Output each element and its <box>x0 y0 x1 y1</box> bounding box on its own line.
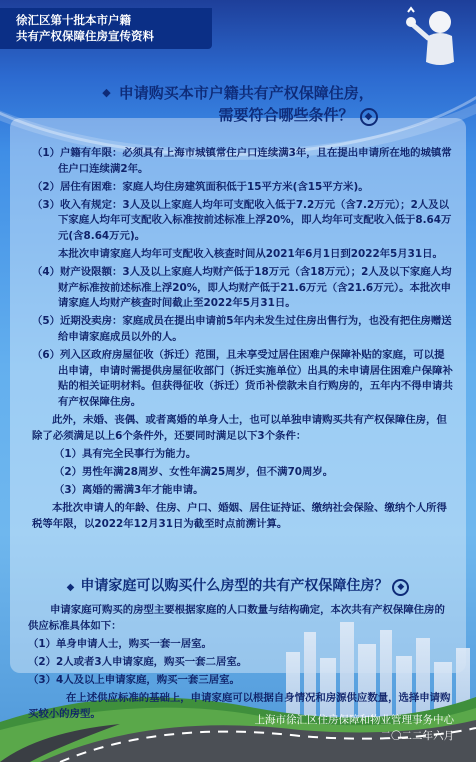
section1-closing: 本批次申请人的年龄、住房、户口、婚姻、居住证持证、缴纳社会保险、缴纳个人所得税等年限，以2022年12月31日为截至时点前溯计算。 <box>32 501 447 530</box>
diamond-icon: ◆ <box>66 582 75 593</box>
supply-item: （3）4人及以上申请家庭，购买一套三居室。 <box>28 673 240 686</box>
question-circle-icon: ◆ <box>392 579 409 596</box>
footer <box>255 712 455 744</box>
section1-title-line2: 需要符合哪些条件？ <box>218 106 354 124</box>
footer-org: 上海市徐汇区住房保障和物业管理事务中心 <box>254 714 454 726</box>
section1-title <box>0 82 476 126</box>
sub-condition-item: （1）具有完全民事行为能力。 <box>54 447 197 460</box>
section2-title <box>0 576 476 598</box>
condition-item: （5）近期没卖房：家庭成员在提出申请前5年内未发生过住房出售行为，也没有把住房赠送给申请家庭成员以外的人。 <box>32 315 452 344</box>
section2-closing: 在上述供应标准的基础上，申请家庭可以根据自身情况和房源供应数量，选择申请购买较小的房型。 <box>28 691 451 720</box>
section2-intro: 申请家庭可购买的房型主要根据家庭的人口数量与结构确定，本次共有产权保障住房的供应标准具体如下： <box>28 604 445 632</box>
section2-body <box>28 603 452 725</box>
section1-title-line1: 申请购买本市户籍共有产权保障住房， <box>118 84 374 102</box>
question-circle-icon: ◆ <box>360 108 378 126</box>
condition-item: （4）财产设限额：3人及以上家庭人均财产低于18万元（含18万元）；2人及以下家庭人均财产标准按前述标准上浮20%，即人均财产低于21.6万元（含21.6万元）。本批次申请家庭人均财产核查时间截止至2022年5月31日。 <box>32 266 452 310</box>
supply-item: （2）2人或者3人申请家庭，购买一套二居室。 <box>28 655 248 668</box>
mascot-figure-icon <box>398 4 468 74</box>
footer-date: 二〇二二年六月 <box>380 730 454 742</box>
header-banner <box>0 8 212 49</box>
header-line1: 徐汇区第十批本市户籍 <box>16 13 131 27</box>
sub-condition-item: （2）男性年满28周岁、女性年满25周岁，但不满70周岁。 <box>54 465 334 478</box>
diamond-icon: ◆ <box>102 86 111 99</box>
condition-item: （3）收入有规定：3人及以上家庭人均年可支配收入低于7.2万元（含7.2万元）；2人及以下家庭人均年可支配收入标准按前述标准上浮20%，即人均年可支配收入低于8.64万元(含8.64万元)。 <box>32 198 452 242</box>
header-line2: 共有产权保障住房宣传资料 <box>16 29 154 43</box>
single-applicant-note: 此外，未婚、丧偶、或者离婚的单身人士，也可以单独申请购买共有产权保障住房，但除了必须满足以上6个条件外，还要同时满足以下3个条件： <box>32 414 447 442</box>
condition-item: （2）居住有困难：家庭人均住房建筑面积低于15平方米(含15平方米)。 <box>32 180 369 193</box>
section1-body <box>32 146 454 535</box>
condition-note: 本批次申请家庭人均年可支配收入核查时间从2021年6月1日到2022年5月31日。 <box>58 248 443 261</box>
sub-condition-item: （3）离婚的需满3年才能申请。 <box>54 483 204 496</box>
condition-item: （1）户籍有年限：必须具有上海市城镇常住户口连续满3年，且在提出申请所在地的城镇常住户口连续满2年。 <box>32 147 452 175</box>
supply-item: （1）单身申请人士，购买一套一居室。 <box>28 637 212 650</box>
section2-title-text: 申请家庭可以购买什么房型的共有产权保障住房？ <box>80 578 389 594</box>
condition-item: （6）列入区政府房屋征收（拆迁）范围，且未享受过居住困难户保障补贴的家庭，可以提出申请，申请时需提供房屋征收部门（拆迁实施单位）出具的未申请居住困难户保障补贴的相关证明材料。但获得征收（拆迁）货币补偿款未自行购房的，五年内不得申请共有产权保障住房。 <box>32 349 453 408</box>
